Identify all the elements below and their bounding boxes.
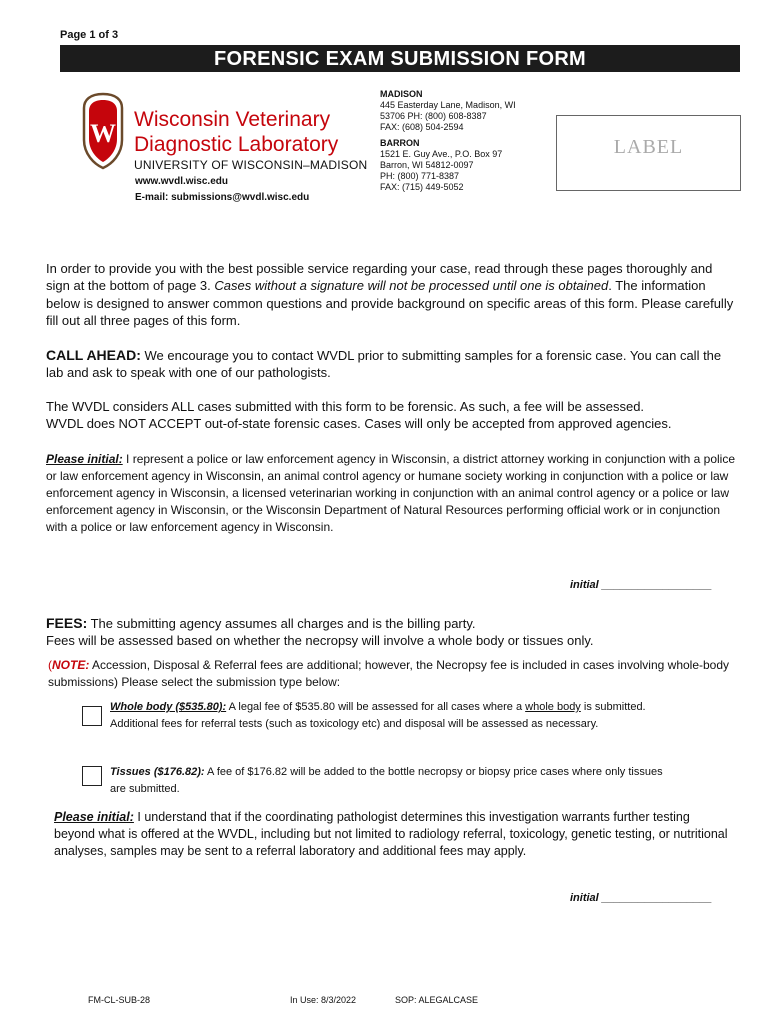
madison-heading: MADISON <box>380 89 423 99</box>
call-ahead-heading: CALL AHEAD: <box>46 347 141 363</box>
form-title: FORENSIC EXAM SUBMISSION FORM <box>60 45 740 72</box>
footer-in-use-date: In Use: 8/3/2022 <box>290 995 357 1005</box>
intro-paragraph: In order to provide you with the best possible service regarding your case, read through these pages thoroughly and sign at the bottom of page 3. Cases without a signature will not be processed until one is obtained. The information below is designed to answer common questions and provide background on specific areas of this form. Please carefully fill out all three pages of this form. <box>46 261 734 328</box>
forensic-fee-notice: The WVDL considers ALL cases submitted with this form to be forensic. As such, a fee will be assessed. WVDL does NOT ACCEPT out-of-state forensic cases. Cases will only be accepted from approved agencies. <box>46 399 672 432</box>
initial-statement-2: Please initial: I understand that if the coordinating pathologist determines this investigation warrants further testing beyond what is offered at the WVDL, including but not limited to radiology referral, toxicology, genetic testing, or nutritional analyses, samples may be sent to a referral laboratory and additional fees may apply. <box>54 810 728 858</box>
footer-form-id: FM-CL-SUB-28 <box>88 995 151 1005</box>
barron-address <box>380 138 502 193</box>
fees-note: (NOTE: Accession, Disposal & Referral fees are additional; however, the Necropsy fee is included in cases involving whole-body submissions) Please select the submission type below: <box>48 658 730 689</box>
label-box-text: LABEL <box>613 136 684 158</box>
initial-field-1[interactable]: initial __________________ <box>570 579 712 591</box>
call-ahead-paragraph: CALL AHEAD: We encourage you to contact WVDL prior to submitting samples for a forensic case. You can call the lab and ask to speak with one of our pathologists. <box>46 347 722 381</box>
uw-crest-icon <box>80 92 126 170</box>
barron-line2: Barron, WI 54812-0097 <box>380 160 474 170</box>
please-initial-heading-2: Please initial: <box>54 810 134 824</box>
initial-field-2[interactable]: initial __________________ <box>570 892 712 904</box>
madison-line1: 445 Easterday Lane, Madison, WI <box>380 100 516 110</box>
footer-sop: SOP: ALEGALCASE <box>395 995 479 1005</box>
fees-section: FEES: The submitting agency assumes all charges and is the billing party. Fees will be assessed based on whether the necropsy will involve a whole body or tissues only. <box>46 615 594 649</box>
barron-line3: PH: (800) 771-8387 <box>380 171 460 181</box>
whole-body-option: Whole body ($535.80): A legal fee of $535.80 will be assessed for all cases where a whole body is submitted. Additional fees for referral tests (such as toxicology etc) and disposal will be assessed as necessary. <box>110 701 646 730</box>
logo-subtitle: UNIVERSITY OF WISCONSIN–MADISON <box>134 158 368 172</box>
logo-title-line2: Diagnostic Laboratory <box>134 133 339 156</box>
logo-title-line1: Wisconsin Veterinary <box>134 108 331 131</box>
barron-line1: 1521 E. Guy Ave., P.O. Box 97 <box>380 149 503 159</box>
please-initial-heading-1: Please initial: <box>46 452 123 466</box>
wvdl-logo <box>80 92 380 172</box>
barron-heading: BARRON <box>380 138 420 148</box>
whole-body-checkbox[interactable] <box>82 706 102 726</box>
madison-line3: FAX: (608) 504-2594 <box>380 122 464 132</box>
website-link[interactable]: www.wvdl.wisc.edu <box>135 176 228 187</box>
initial-statement-1: Please initial: I represent a police or law enforcement agency in Wisconsin, a district attorney working in conjunction with a police or law enforcement agency in Wisconsin, an animal control agency or humane society working in conjunction with a police or law enforcement agency in Wisconsin, a licensed veterinarian working in conjunction with an animal control agency or a police or law enforcement agency in Wisconsin, or the Wisconsin Department of Natural Resources performing official work or in conjunction with a police or law enforcement agency in Wisconsin. <box>46 452 736 534</box>
fees-heading: FEES: <box>46 615 88 631</box>
madison-address <box>380 89 516 133</box>
email-link[interactable]: E-mail: submissions@wvdl.wisc.edu <box>135 192 310 203</box>
madison-line2: 53706 PH: (800) 608-8387 <box>380 111 487 121</box>
tissues-option: Tissues ($176.82): A fee of $176.82 will be added to the bottle necropsy or biopsy price cases where only tissues are submitted. <box>110 766 663 795</box>
tissues-checkbox[interactable] <box>82 766 102 786</box>
page-number: Page 1 of 3 <box>60 29 119 41</box>
label-box <box>556 115 741 191</box>
crest-letter: W <box>90 119 116 148</box>
signature-warning: Cases without a signature will not be processed until one is obtained <box>214 278 609 294</box>
note-label: NOTE: <box>52 658 90 672</box>
barron-line4: FAX: (715) 449-5052 <box>380 182 464 192</box>
